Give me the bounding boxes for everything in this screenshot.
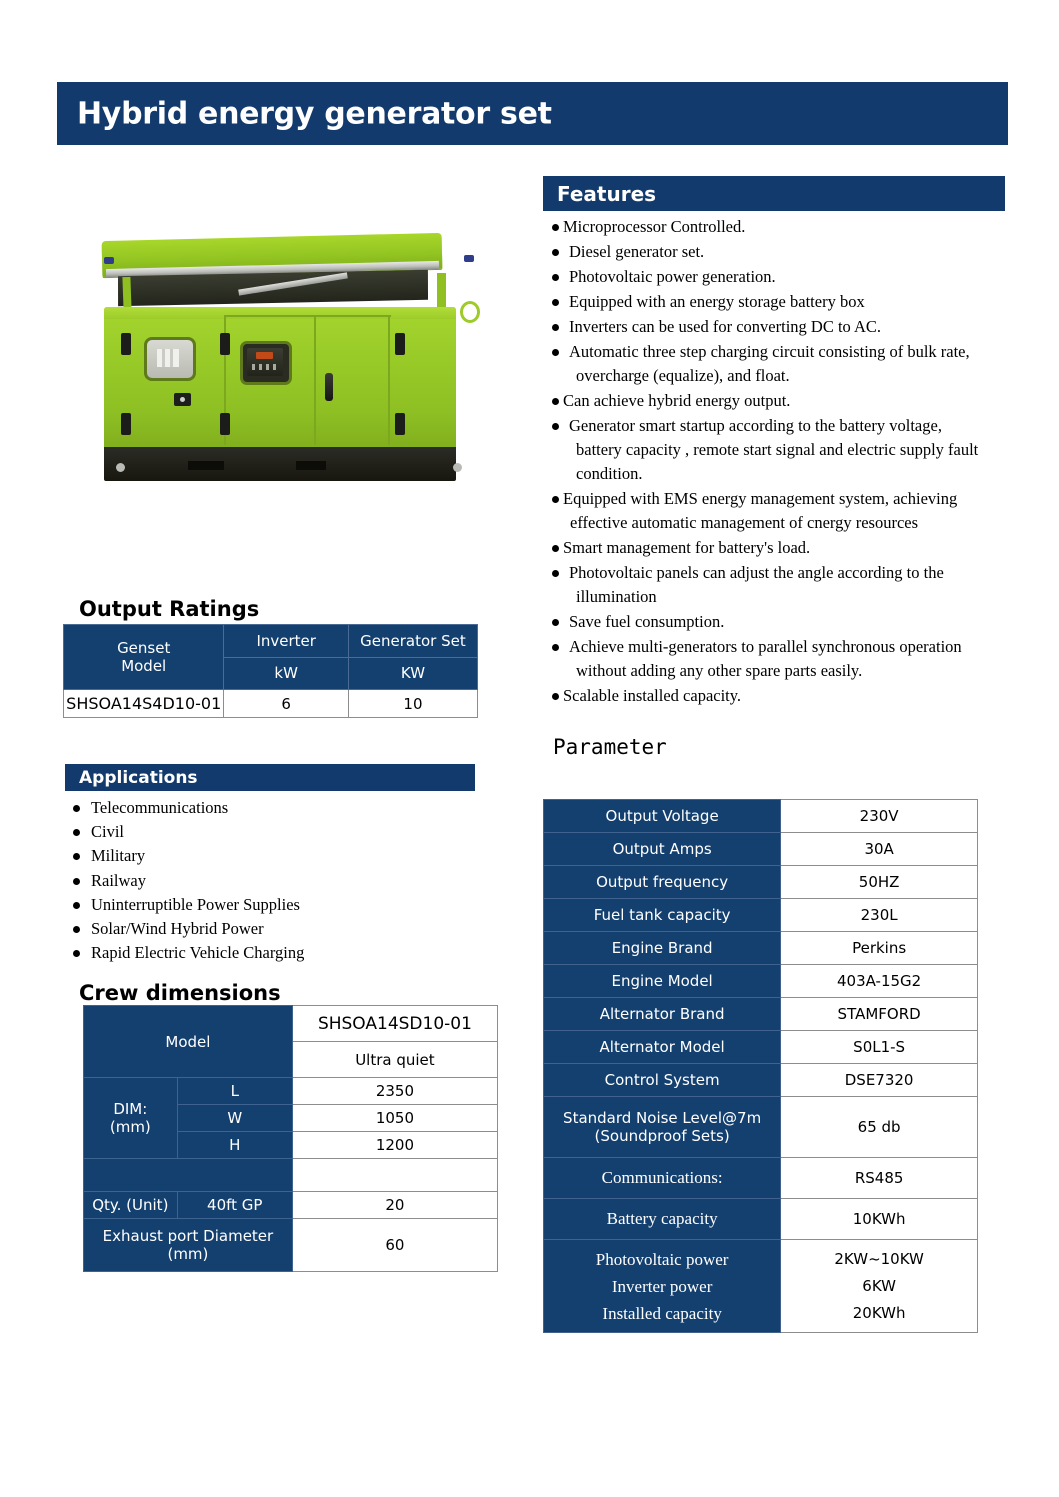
parameter-table xyxy=(543,799,978,1333)
door-top-seam xyxy=(224,315,391,317)
inverter-unit-header: kW xyxy=(224,657,349,690)
table-row xyxy=(544,800,978,833)
feature-text: Generator smart startup according to the battery voltage, xyxy=(569,416,942,435)
param-label: Alternator Brand xyxy=(544,998,781,1031)
inverter-power-value: 6KW xyxy=(862,1276,896,1295)
table-row xyxy=(544,1097,978,1158)
photovoltaic-power-label: Photovoltaic power xyxy=(595,1249,729,1269)
feature-text-continued: illumination xyxy=(576,587,657,606)
feature-text: Scalable installed capacity. xyxy=(563,686,742,705)
feature-text-continued: without adding any other spare parts easily. xyxy=(576,661,863,680)
feature-item xyxy=(551,340,1011,388)
table-row xyxy=(544,1199,978,1240)
exhaust-value: 60 xyxy=(292,1219,497,1272)
qty-label: Qty. (Unit) xyxy=(84,1192,178,1219)
qty-type: 40ft GP xyxy=(177,1192,292,1219)
generator-illustration xyxy=(88,215,488,505)
bullet-icon xyxy=(552,545,559,552)
dim-axis-w: W xyxy=(177,1105,292,1132)
model-value: SHSOA14SD10-01 xyxy=(292,1006,497,1042)
param-value: 230V xyxy=(781,800,978,833)
feature-item xyxy=(551,487,1011,535)
blank-label xyxy=(84,1159,293,1192)
feature-text-continued: overcharge (equalize), and float. xyxy=(576,366,790,385)
inverter-value: 6 xyxy=(224,690,349,718)
dim-axis-h: H xyxy=(177,1132,292,1159)
control-panel xyxy=(240,341,292,385)
feature-text: Microprocessor Controlled. xyxy=(563,217,746,236)
bullet-icon xyxy=(552,570,559,577)
feature-text: Smart management for battery's load. xyxy=(563,538,811,557)
applications-list xyxy=(71,796,491,965)
blank-value xyxy=(292,1159,497,1192)
table-row xyxy=(84,1219,498,1272)
door-hinge xyxy=(395,413,405,435)
door-hinge xyxy=(220,333,230,355)
dim-label-line1: DIM: xyxy=(113,1100,148,1118)
door-hinge xyxy=(395,333,405,355)
pv-block-values xyxy=(781,1240,978,1333)
genset-model-line2: Model xyxy=(121,657,167,675)
crew-dimensions-table xyxy=(83,1005,498,1272)
door-handle xyxy=(325,373,333,401)
param-value: 50HZ xyxy=(781,866,978,899)
table-row xyxy=(84,1159,498,1192)
bullet-icon xyxy=(552,496,559,503)
dim-axis-l: L xyxy=(177,1078,292,1105)
photovoltaic-power-value: 2KW~10KW xyxy=(834,1249,924,1268)
param-label: Output frequency xyxy=(544,866,781,899)
product-image xyxy=(88,215,488,505)
bullet-icon xyxy=(552,644,559,651)
installed-capacity-value: 20KWh xyxy=(852,1303,906,1322)
feature-item xyxy=(551,610,1011,634)
param-label: Engine Brand xyxy=(544,932,781,965)
table-row xyxy=(544,833,978,866)
param-label: Fuel tank capacity xyxy=(544,899,781,932)
param-value: 10KWh xyxy=(781,1199,978,1240)
crew-dimensions-title: Crew dimensions xyxy=(79,981,281,1005)
noise-label xyxy=(544,1097,781,1158)
bullet-icon xyxy=(552,349,559,356)
parameter-title: Parameter xyxy=(553,735,667,759)
feature-text: Can achieve hybrid energy output. xyxy=(563,391,791,410)
feature-text: Achieve multi-generators to parallel synchronous operation xyxy=(569,637,962,656)
bullet-icon xyxy=(552,299,559,306)
bullet-icon xyxy=(73,853,80,860)
dim-label-line2: (mm) xyxy=(109,1118,151,1136)
application-item xyxy=(71,844,491,868)
dim-value-l: 2350 xyxy=(292,1078,497,1105)
param-value: STAMFORD xyxy=(781,998,978,1031)
bullet-icon xyxy=(73,950,80,957)
application-text: Solar/Wind Hybrid Power xyxy=(91,919,264,939)
door-hinge xyxy=(220,413,230,435)
feature-item xyxy=(551,414,1011,486)
inverter-power-label: Inverter power xyxy=(611,1276,713,1296)
dim-label xyxy=(84,1078,178,1159)
feature-text-continued: effective automatic management of cnergy resources xyxy=(570,513,919,532)
feature-item xyxy=(551,215,1011,239)
table-row xyxy=(544,932,978,965)
model-label: Model xyxy=(84,1006,293,1078)
param-value: RS485 xyxy=(781,1158,978,1199)
page-title-banner xyxy=(57,82,1008,145)
feature-item xyxy=(551,635,1011,683)
application-text: Military xyxy=(91,846,146,866)
inspection-window xyxy=(144,337,196,381)
application-text: Civil xyxy=(91,822,125,842)
application-text: Railway xyxy=(91,870,146,890)
output-ratings-table xyxy=(63,624,478,718)
application-text: Uninterruptible Power Supplies xyxy=(91,894,300,914)
fuel-cap xyxy=(174,393,191,406)
bullet-icon xyxy=(552,619,559,626)
feature-item xyxy=(551,290,1011,314)
dim-value-h: 1200 xyxy=(292,1132,497,1159)
door-hinge xyxy=(121,413,131,435)
table-row xyxy=(544,1240,978,1333)
bullet-icon xyxy=(552,693,559,700)
page-title: Hybrid energy generator set xyxy=(77,96,552,131)
feature-text: Diesel generator set. xyxy=(569,242,705,261)
feature-text-continued: battery capacity , remote start signal and electric supply fault condition. xyxy=(576,440,979,483)
table-row xyxy=(84,1078,498,1105)
bullet-icon xyxy=(73,902,80,909)
dim-value-w: 1050 xyxy=(292,1105,497,1132)
control-panel-face xyxy=(247,348,283,376)
genset-model-line1: Genset xyxy=(117,639,171,657)
generator-set-header: Generator Set xyxy=(348,625,477,658)
features-heading: Features xyxy=(557,181,657,206)
application-item xyxy=(71,917,491,941)
table-row xyxy=(544,899,978,932)
application-item xyxy=(71,941,491,965)
feature-item xyxy=(551,684,1011,708)
feature-item xyxy=(551,265,1011,289)
door-seam xyxy=(388,315,390,445)
base-mount-hole xyxy=(116,463,125,472)
application-item xyxy=(71,893,491,917)
table-row xyxy=(64,690,478,718)
feature-text: Automatic three step charging circuit consisting of bulk rate, xyxy=(569,342,970,361)
panel-hinge-left xyxy=(104,257,114,264)
features-list xyxy=(551,215,1011,709)
applications-heading: Applications xyxy=(79,767,198,788)
table-row xyxy=(64,625,478,658)
feature-item xyxy=(551,240,1011,264)
forklift-slot xyxy=(296,461,326,470)
door-seam xyxy=(314,315,316,445)
feature-text: Photovoltaic power generation. xyxy=(569,267,776,286)
feature-item xyxy=(551,536,1011,560)
bullet-icon xyxy=(73,805,80,812)
param-value: DSE7320 xyxy=(781,1064,978,1097)
lifting-eye xyxy=(460,301,480,323)
bullet-icon xyxy=(552,324,559,331)
param-value: 230L xyxy=(781,899,978,932)
bullet-icon xyxy=(73,829,80,836)
bullet-icon xyxy=(552,423,559,430)
bullet-icon xyxy=(552,224,559,231)
genset-model-header xyxy=(64,625,224,690)
noise-label-line2: (Soundproof Sets) xyxy=(594,1127,730,1145)
noise-value: 65 db xyxy=(781,1097,978,1158)
param-label: Battery capacity xyxy=(544,1199,781,1240)
table-row xyxy=(84,1192,498,1219)
generator-value: 10 xyxy=(348,690,477,718)
bullet-icon xyxy=(552,249,559,256)
model-subvalue: Ultra quiet xyxy=(292,1042,497,1078)
feature-text: Inverters can be used for converting DC to AC. xyxy=(569,317,882,336)
param-label: Alternator Model xyxy=(544,1031,781,1064)
exhaust-label-line1: Exhaust port Diameter xyxy=(102,1227,274,1245)
feature-item xyxy=(551,389,1011,413)
bullet-icon xyxy=(73,926,80,933)
param-value: S0L1-S xyxy=(781,1031,978,1064)
skid-base xyxy=(104,447,456,481)
table-row xyxy=(544,1064,978,1097)
installed-capacity-label: Installed capacity xyxy=(602,1303,722,1323)
feature-text: Equipped with EMS energy management system, achieving xyxy=(563,489,958,508)
noise-label-line1: Standard Noise Level@7m xyxy=(563,1109,762,1127)
exhaust-label-line2: (mm) xyxy=(167,1245,209,1263)
table-row xyxy=(544,1031,978,1064)
feature-item xyxy=(551,561,1011,609)
param-label: Control System xyxy=(544,1064,781,1097)
param-value: 403A-15G2 xyxy=(781,965,978,998)
param-value: 30A xyxy=(781,833,978,866)
param-label: Output Amps xyxy=(544,833,781,866)
application-item xyxy=(71,820,491,844)
param-label: Communications: xyxy=(544,1158,781,1199)
table-row xyxy=(544,1158,978,1199)
bullet-icon xyxy=(552,398,559,405)
window-louvers xyxy=(157,349,179,367)
output-ratings-title: Output Ratings xyxy=(79,597,260,621)
exhaust-label xyxy=(84,1219,293,1272)
features-heading-bar xyxy=(543,176,1005,211)
feature-text: Photovoltaic panels can adjust the angle according to the xyxy=(569,563,944,582)
application-text: Telecommunications xyxy=(91,798,229,817)
applications-heading-bar xyxy=(65,764,475,791)
canopy-top-rail xyxy=(104,307,456,319)
application-item xyxy=(71,869,491,893)
param-value: Perkins xyxy=(781,932,978,965)
param-label: Output Voltage xyxy=(544,800,781,833)
bullet-icon xyxy=(73,878,80,885)
table-row xyxy=(544,998,978,1031)
application-item xyxy=(71,796,491,820)
pv-block-labels xyxy=(544,1240,781,1333)
bullet-icon xyxy=(552,274,559,281)
table-row xyxy=(544,866,978,899)
door-hinge xyxy=(121,333,131,355)
forklift-slot xyxy=(188,461,224,470)
table-row xyxy=(544,965,978,998)
table-row xyxy=(84,1006,498,1042)
feature-text: Equipped with an energy storage battery box xyxy=(569,292,865,311)
application-text: Rapid Electric Vehicle Charging xyxy=(91,943,305,963)
panel-hinge-right xyxy=(464,255,474,262)
feature-item xyxy=(551,315,1011,339)
inverter-header: Inverter xyxy=(224,625,349,658)
control-panel-buttons xyxy=(252,364,280,370)
qty-value: 20 xyxy=(292,1192,497,1219)
genset-model-value: SHSOA14S4D10-01 xyxy=(64,690,224,718)
base-mount-hole xyxy=(453,463,462,472)
panel-support-arm-right xyxy=(437,273,446,311)
control-panel-display xyxy=(256,352,273,359)
feature-text: Save fuel consumption. xyxy=(569,612,725,631)
param-label: Engine Model xyxy=(544,965,781,998)
generator-unit-header: KW xyxy=(348,657,477,690)
panel-support-arm-left xyxy=(122,277,131,311)
